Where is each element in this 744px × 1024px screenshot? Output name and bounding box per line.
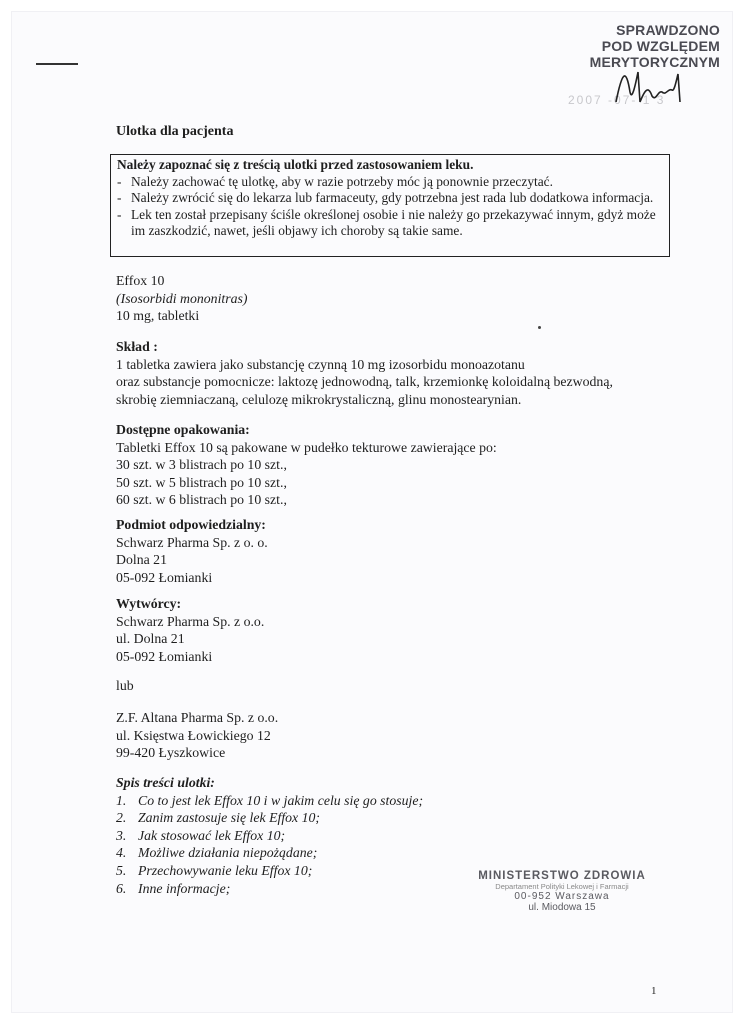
warning-heading: Należy zapoznać się z treścią ulotki przed zastosowaniem leku. bbox=[117, 157, 474, 172]
toc-item bbox=[116, 827, 423, 845]
toc-text: Możliwe działania niepożądane; bbox=[138, 845, 318, 861]
warning-item: - Należy zachować tę ulotkę, aby w razie potrzeby móc ją ponownie przeczytać. bbox=[117, 174, 661, 191]
manufacturer-line: Z.F. Altana Pharma Sp. z o.o. bbox=[116, 710, 279, 725]
page-number: 1 bbox=[651, 985, 657, 997]
toc-text: Co to jest lek Effox 10 i w jakim celu się go stosuje; bbox=[138, 792, 424, 808]
manufacturer-or: lub bbox=[116, 678, 134, 693]
responsible-heading: Podmiot odpowiedzialny: bbox=[116, 517, 266, 532]
responsible-line: Dolna 21 bbox=[116, 552, 167, 568]
stamp-line-3: MERYTORYCZNYM bbox=[589, 54, 720, 70]
product-block bbox=[116, 272, 247, 325]
toc-number: 3. bbox=[116, 827, 127, 843]
toc-item bbox=[116, 880, 423, 898]
toc-heading: Spis treści ulotki: bbox=[116, 775, 215, 790]
manufacturer-line: ul. Dolna 21 bbox=[116, 631, 185, 647]
packaging-heading: Dostępne opakowania: bbox=[116, 422, 250, 437]
toc-text: Zanim zastosuje się lek Effox 10; bbox=[138, 810, 321, 826]
toc-item bbox=[116, 792, 423, 810]
product-name: Effox 10 bbox=[116, 273, 165, 288]
responsible-line: 05-092 Łomianki bbox=[116, 569, 213, 585]
packaging-line: 60 szt. w 6 blistrach po 10 szt., bbox=[116, 492, 287, 508]
manufacturer-heading: Wytwórcy: bbox=[116, 596, 182, 611]
composition-line: skrobię ziemniaczaną, celulozę mikrokrystaliczną, glinu monostearynian. bbox=[116, 391, 522, 407]
handwritten-signature bbox=[612, 62, 692, 112]
ministry-stamp-line: MINISTERSTWO ZDROWIA bbox=[478, 870, 646, 882]
toc-number: 5. bbox=[116, 862, 127, 878]
stamp-line-1: SPRAWDZONO bbox=[616, 22, 720, 38]
ministry-stamp-line: 00-952 Warszawa bbox=[514, 891, 610, 902]
manufacturer-block bbox=[116, 595, 264, 665]
warning-item: - Należy zwrócić się do lekarza lub farmaceuty, gdy potrzebna jest rada lub dodatkowa informacja. bbox=[117, 190, 661, 207]
toc-item bbox=[116, 844, 423, 862]
stamp-date: 2007 -07- 1 3 bbox=[568, 93, 666, 107]
product-form: 10 mg, tabletki bbox=[116, 308, 200, 324]
corner-mark bbox=[36, 63, 78, 65]
toc-number: 2. bbox=[116, 810, 127, 826]
warning-box bbox=[110, 154, 670, 257]
packaging-line: 30 szt. w 3 blistrach po 10 szt., bbox=[116, 457, 287, 473]
toc-number: 1. bbox=[116, 792, 127, 808]
composition-heading: Skład : bbox=[116, 339, 158, 354]
composition-line: 1 tabletka zawiera jako substancję czynną 10 mg izosorbidu monoazotanu bbox=[116, 356, 525, 372]
manufacturer-line: 99-420 Łyszkowice bbox=[116, 745, 226, 761]
ministry-stamp bbox=[462, 870, 662, 913]
responsible-line: Schwarz Pharma Sp. z o. o. bbox=[116, 534, 268, 550]
packaging-line: 50 szt. w 5 blistrach po 10 szt., bbox=[116, 474, 287, 490]
manufacturer-line: Schwarz Pharma Sp. z o.o. bbox=[116, 613, 265, 629]
manufacturer-2-block bbox=[116, 709, 278, 762]
toc-number: 4. bbox=[116, 845, 127, 861]
packaging-block bbox=[116, 421, 497, 509]
toc-item bbox=[116, 809, 423, 827]
packaging-line: Tabletki Effox 10 są pakowane w pudełko tekturowe zawierające po: bbox=[116, 439, 497, 455]
manufacturer-line: ul. Księstwa Łowickiego 12 bbox=[116, 727, 271, 743]
toc-item bbox=[116, 862, 423, 880]
toc-number: 6. bbox=[116, 880, 127, 896]
warning-item: - Lek ten został przepisany ściśle określonej osobie i nie należy go przekazywać innym, gdyż może im zaszkodzić, nawet, jeśli objawy ich choroby są takie same. bbox=[117, 207, 661, 240]
toc-text: Jak stosować lek Effox 10; bbox=[138, 827, 286, 843]
ministry-stamp-line: ul. Miodowa 15 bbox=[528, 902, 596, 913]
responsible-block bbox=[116, 516, 268, 586]
composition-block bbox=[116, 338, 613, 408]
ministry-stamp-line: Departament Polityki Lekowej i Farmacji bbox=[495, 882, 629, 891]
stray-mark bbox=[538, 326, 541, 329]
toc-text: Przechowywanie leku Effox 10; bbox=[138, 862, 313, 878]
product-substance: (Isosorbidi mononitras) bbox=[116, 290, 248, 306]
toc-block bbox=[116, 774, 423, 897]
manufacturer-line: 05-092 Łomianki bbox=[116, 648, 213, 664]
stamp-line-2: POD WZGLĘDEM bbox=[601, 38, 720, 54]
composition-line: oraz substancje pomocnicze: laktozę jednowodną, talk, krzemionkę koloidalną bezwodną, bbox=[116, 374, 613, 390]
toc-text: Inne informacje; bbox=[138, 880, 231, 896]
page-title: Ulotka dla pacjenta bbox=[116, 124, 234, 139]
